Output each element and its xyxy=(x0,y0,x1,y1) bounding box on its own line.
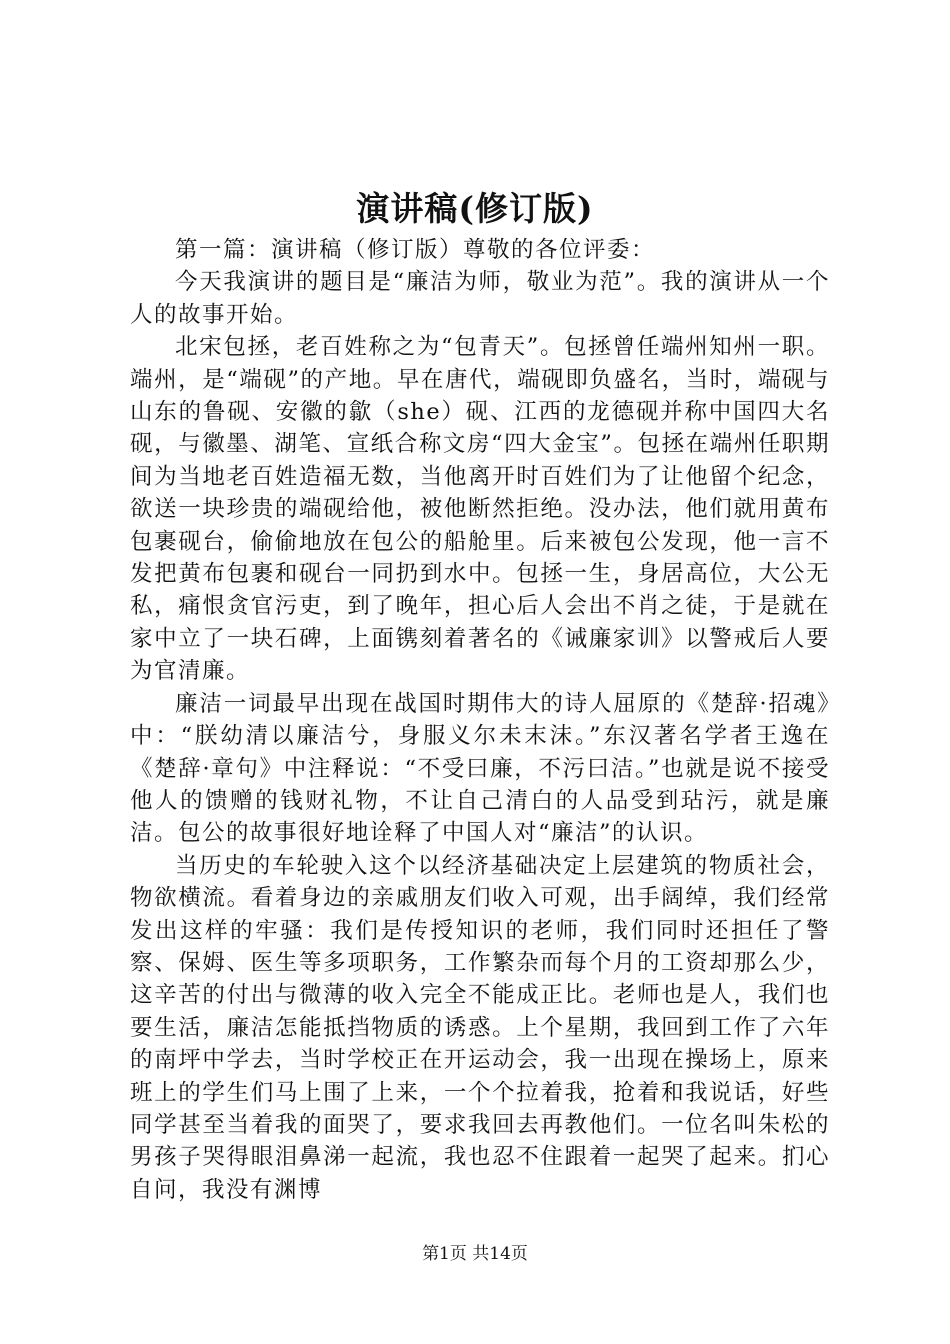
paragraph: 当历史的车轮驶入这个以经济基础决定上层建筑的物质社会，物欲横流。看着身边的亲戚朋友们收入可观，出手阔绰，我们经常发出这样的牢骚：我们是传授知识的老师，我们同时还担任了警察、保姆、医生等多项职务，工作繁杂而每个月的工资却那么少，这辛苦的付出与微薄的收入完全不能成正比。老师也是人，我们也要生活，廉洁怎能抵挡物质的诱惑。上个星期，我回到工作了六年的南坪中学去，当时学校正在开运动会，我一出现在操场上，原来班上的学生们马上围了上来，一个个拉着我，抢着和我说话，好些同学甚至当着我的面哭了，要求我回去再教他们。一位名叫朱松的男孩子哭得眼泪鼻涕一起流，我也忍不住跟着一起哭了起来。扪心自问，我没有渊博 xyxy=(130,852,830,1203)
paragraph: 北宋包拯，老百姓称之为“包青天”。包拯曾任端州知州一职。端州，是“端砚”的产地。早在唐代，端砚即负盛名，当时，端砚与山东的鲁砚、安徽的歙（she）砚、江西的龙德砚并称中国四大名砚，与徽墨、湖笔、宣纸合称文房“四大金宝”。包拯在端州任职期间为当地老百姓造福无数，当他离开时百姓们为了让他留个纪念，欲送一块珍贵的端砚给他，被他断然拒绝。没办法，他们就用黄布包裹砚台，偷偷地放在包公的船舱里。后来被包公发现，他一言不发把黄布包裹和砚台一同扔到水中。包拯一生，身居高位，大公无私，痛恨贪官污吏，到了晚年，担心后人会出不肖之徒，于是就在家中立了一块石碑，上面镌刻着著名的《诫廉家训》以警戒后人要为官清廉。 xyxy=(130,334,830,685)
paragraph: 廉洁一词最早出现在战国时期伟大的诗人屈原的《楚辞·招魂》中：“朕幼清以廉洁兮，身服义尔未末沫。”东汉著名学者王逸在《楚辞·章句》中注释说：“不受曰廉，不污曰洁。”也就是说不接受他人的馈赠的钱财礼物，不让自己清白的人品受到玷污，就是廉洁。包公的故事很好地诠释了中国人对“廉洁”的认识。 xyxy=(130,690,830,847)
paragraph: 今天我演讲的题目是“廉洁为师，敬业为范”。我的演讲从一个人的故事开始。 xyxy=(130,269,830,328)
document-body xyxy=(130,234,830,1206)
document-title: 演讲稿(修订版) xyxy=(356,189,594,228)
paragraph-heading-line: 第一篇：演讲稿（修订版）尊敬的各位评委： xyxy=(175,237,656,263)
page-footer: 第1页 共14页 xyxy=(422,1244,528,1264)
